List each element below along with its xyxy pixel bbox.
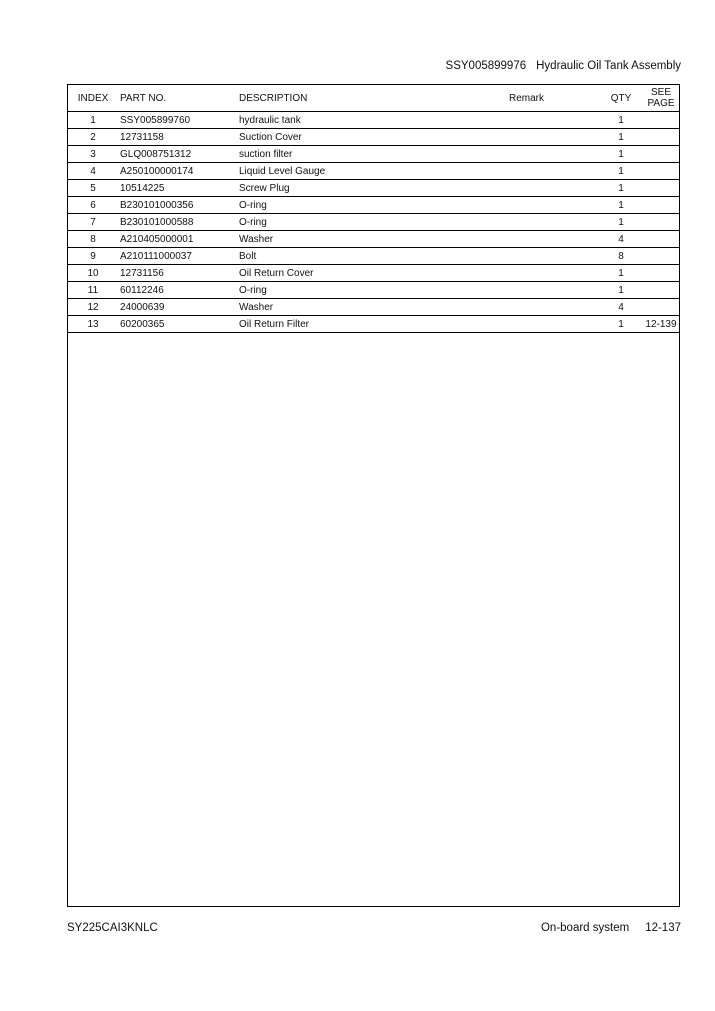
see-page-line2: PAGE	[647, 98, 675, 109]
table-row	[68, 231, 679, 248]
row-description: hydraulic tank	[239, 112, 509, 129]
row-remark	[509, 112, 599, 129]
row-see-page	[643, 231, 679, 248]
row-qty: 1	[599, 146, 643, 163]
row-qty: 1	[599, 129, 643, 146]
row-description: Oil Return Filter	[239, 316, 509, 333]
row-index: 5	[68, 180, 118, 197]
row-description: Washer	[239, 299, 509, 316]
table-row	[68, 112, 679, 129]
row-qty: 8	[599, 248, 643, 265]
row-part-no: 24000639	[118, 299, 239, 316]
row-qty: 4	[599, 299, 643, 316]
row-remark	[509, 146, 599, 163]
column-header-remark: Remark	[509, 85, 599, 112]
footer-section: On-board system	[540, 922, 630, 934]
row-part-no: GLQ008751312	[118, 146, 239, 163]
assembly-title: Hydraulic Oil Tank Assembly	[536, 60, 681, 72]
row-qty: 1	[599, 265, 643, 282]
row-qty: 1	[599, 197, 643, 214]
table-row	[68, 265, 679, 282]
assembly-code: SSY005899976	[445, 60, 527, 72]
row-see-page	[643, 112, 679, 129]
row-remark	[509, 129, 599, 146]
row-index: 7	[68, 214, 118, 231]
row-see-page	[643, 248, 679, 265]
column-header-see-page	[643, 85, 679, 112]
table-header-row	[68, 85, 679, 112]
table-row	[68, 214, 679, 231]
row-description: O-ring	[239, 282, 509, 299]
row-remark	[509, 265, 599, 282]
table-row	[68, 282, 679, 299]
row-index: 3	[68, 146, 118, 163]
table-row	[68, 146, 679, 163]
row-description: Suction Cover	[239, 129, 509, 146]
row-see-page	[643, 197, 679, 214]
row-index: 2	[68, 129, 118, 146]
row-description: Washer	[239, 231, 509, 248]
footer-model: SY225CAI3KNLC	[67, 922, 158, 934]
table-row	[68, 248, 679, 265]
row-description: O-ring	[239, 214, 509, 231]
row-description: Liquid Level Gauge	[239, 163, 509, 180]
table-row	[68, 197, 679, 214]
row-see-page	[643, 180, 679, 197]
row-index: 1	[68, 112, 118, 129]
table-row	[68, 316, 679, 333]
row-qty: 1	[599, 282, 643, 299]
row-index: 12	[68, 299, 118, 316]
row-remark	[509, 180, 599, 197]
row-remark	[509, 248, 599, 265]
row-remark	[509, 231, 599, 248]
row-qty: 1	[599, 214, 643, 231]
table-row	[68, 299, 679, 316]
row-remark	[509, 197, 599, 214]
row-qty: 1	[599, 180, 643, 197]
column-header-part-no: PART NO.	[118, 85, 239, 112]
row-part-no: 12731156	[118, 265, 239, 282]
row-description: Bolt	[239, 248, 509, 265]
row-description: Screw Plug	[239, 180, 509, 197]
row-qty: 1	[599, 163, 643, 180]
row-remark	[509, 163, 599, 180]
parts-list-frame	[67, 84, 680, 907]
row-see-page	[643, 146, 679, 163]
table-row	[68, 180, 679, 197]
row-part-no: A210111000037	[118, 248, 239, 265]
row-part-no: A250100000174	[118, 163, 239, 180]
column-header-qty: QTY	[599, 85, 643, 112]
row-part-no: A210405000001	[118, 231, 239, 248]
row-index: 9	[68, 248, 118, 265]
row-part-no: 60112246	[118, 282, 239, 299]
row-see-page	[643, 265, 679, 282]
row-qty: 1	[599, 112, 643, 129]
row-description: Oil Return Cover	[239, 265, 509, 282]
row-part-no: 10514225	[118, 180, 239, 197]
row-qty: 4	[599, 231, 643, 248]
row-index: 11	[68, 282, 118, 299]
page-number: 12-137	[645, 922, 681, 934]
row-part-no: 12731158	[118, 129, 239, 146]
table-row	[68, 163, 679, 180]
column-header-description: DESCRIPTION	[239, 85, 509, 112]
parts-table-body	[68, 112, 679, 333]
column-header-index: INDEX	[68, 85, 118, 112]
row-qty: 1	[599, 316, 643, 333]
footer-info	[541, 922, 681, 934]
row-remark	[509, 299, 599, 316]
row-see-page: 12-139	[643, 316, 679, 333]
row-remark	[509, 316, 599, 333]
row-see-page	[643, 214, 679, 231]
table-row	[68, 129, 679, 146]
row-part-no: B230101000588	[118, 214, 239, 231]
row-part-no: 60200365	[118, 316, 239, 333]
row-index: 4	[68, 163, 118, 180]
row-remark	[509, 282, 599, 299]
row-description: suction filter	[239, 146, 509, 163]
row-index: 8	[68, 231, 118, 248]
row-part-no: B230101000356	[118, 197, 239, 214]
row-see-page	[643, 299, 679, 316]
row-see-page	[643, 129, 679, 146]
row-remark	[509, 214, 599, 231]
row-part-no: SSY005899760	[118, 112, 239, 129]
row-see-page	[643, 282, 679, 299]
document-header	[446, 60, 681, 72]
row-description: O-ring	[239, 197, 509, 214]
see-page-line1: SEE	[650, 87, 671, 98]
row-index: 6	[68, 197, 118, 214]
row-index: 13	[68, 316, 118, 333]
row-see-page	[643, 163, 679, 180]
row-index: 10	[68, 265, 118, 282]
parts-table	[68, 85, 679, 333]
